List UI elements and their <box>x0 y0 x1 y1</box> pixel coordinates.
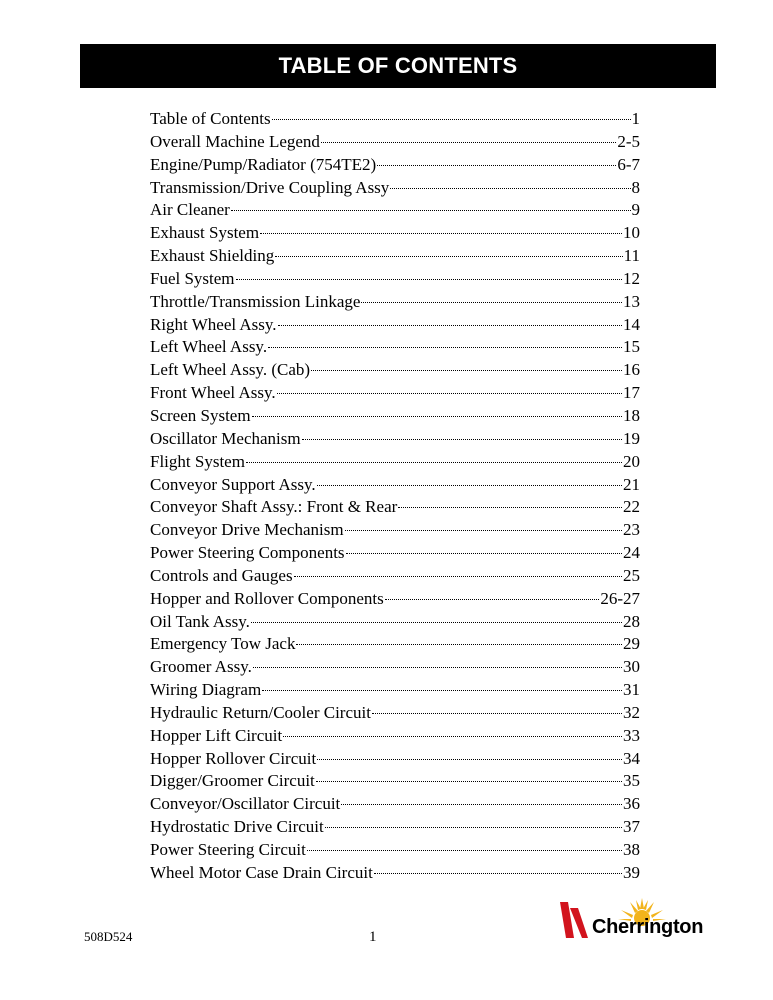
toc-entry-title: Hopper Lift Circuit <box>150 725 283 745</box>
toc-entry <box>150 519 640 542</box>
toc-dot-leader <box>307 850 622 851</box>
toc-dot-leader <box>321 142 616 143</box>
toc-dot-leader <box>302 439 622 440</box>
toc-entry-title: Conveyor Drive Mechanism <box>150 520 344 540</box>
toc-dot-leader <box>246 462 622 463</box>
toc-entry <box>150 474 640 497</box>
toc-entry <box>150 725 640 748</box>
toc-entry <box>150 611 640 634</box>
toc-entry-title: Flight System <box>150 451 245 471</box>
toc-dot-leader <box>317 759 622 760</box>
toc-entry-page: 6-7 <box>617 154 640 174</box>
toc-dot-leader <box>283 736 622 737</box>
toc-dot-leader <box>316 781 622 782</box>
toc-entry-title: Conveyor Support Assy. <box>150 474 316 494</box>
toc-entry <box>150 108 640 131</box>
toc-dot-leader <box>278 325 622 326</box>
toc-entry <box>150 177 640 200</box>
toc-entry-title: Controls and Gauges <box>150 565 293 585</box>
toc-entry-page: 22 <box>623 497 640 517</box>
toc-entry-title: Wheel Motor Case Drain Circuit <box>150 862 373 882</box>
toc-entry-page: 29 <box>623 634 640 654</box>
toc-dot-leader <box>294 576 622 577</box>
toc-entry-page: 21 <box>623 474 640 494</box>
toc-entry-page: 32 <box>623 702 640 722</box>
toc-dot-leader <box>262 690 622 691</box>
toc-dot-leader <box>374 873 622 874</box>
toc-entry <box>150 633 640 656</box>
toc-entry-page: 9 <box>631 200 640 220</box>
toc-entry <box>150 405 640 428</box>
toc-entry-page: 12 <box>623 268 640 288</box>
toc-entry-title: Engine/Pump/Radiator (754TE2) <box>150 154 377 174</box>
toc-entry <box>150 154 640 177</box>
toc-dot-leader <box>346 553 622 554</box>
toc-dot-leader <box>390 188 630 189</box>
toc-entry <box>150 451 640 474</box>
toc-entry <box>150 588 640 611</box>
toc-dot-leader <box>341 804 622 805</box>
toc-entry <box>150 793 640 816</box>
toc-entry-title: Right Wheel Assy. <box>150 314 277 334</box>
toc-entry-title: Conveyor Shaft Assy.: Front & Rear <box>150 497 398 517</box>
toc-entry-page: 20 <box>623 451 640 471</box>
toc-entry-title: Power Steering Components <box>150 543 345 563</box>
toc-dot-leader <box>317 485 622 486</box>
toc-entry-title: Overall Machine Legend <box>150 131 320 151</box>
table-of-contents <box>150 108 640 885</box>
toc-entry <box>150 679 640 702</box>
toc-entry-title: Screen System <box>150 405 251 425</box>
toc-entry <box>150 862 640 885</box>
toc-dot-leader <box>385 599 600 600</box>
page-header-bar <box>80 44 716 88</box>
toc-entry-page: 25 <box>623 565 640 585</box>
toc-entry-page: 37 <box>623 817 640 837</box>
toc-entry-page: 30 <box>623 657 640 677</box>
toc-entry-page: 38 <box>623 840 640 859</box>
toc-dot-leader <box>296 644 622 645</box>
toc-entry-page: 16 <box>623 360 640 380</box>
toc-entry-page: 36 <box>623 794 640 814</box>
toc-entry-title: Throttle/Transmission Linkage <box>150 291 361 311</box>
toc-entry-page: 14 <box>623 314 640 334</box>
toc-dot-leader <box>311 370 622 371</box>
toc-dot-leader <box>398 507 622 508</box>
toc-entry-title: Table of Contents <box>150 109 271 128</box>
toc-dot-leader <box>377 165 616 166</box>
toc-entry <box>150 268 640 291</box>
toc-dot-leader <box>236 279 622 280</box>
toc-entry-title: Left Wheel Assy. (Cab) <box>150 360 311 380</box>
toc-entry-page: 15 <box>623 337 640 357</box>
toc-entry <box>150 199 640 222</box>
toc-dot-leader <box>252 416 622 417</box>
toc-entry <box>150 314 640 337</box>
toc-entry-page: 8 <box>631 177 640 197</box>
toc-dot-leader <box>277 393 622 394</box>
cherrington-logo <box>554 896 714 946</box>
toc-entry-page: 39 <box>623 862 640 882</box>
toc-entry-title: Left Wheel Assy. <box>150 337 268 357</box>
toc-entry-title: Air Cleaner <box>150 200 230 220</box>
toc-entry <box>150 382 640 405</box>
toc-dot-leader <box>325 827 622 828</box>
logo-red-bar-icon <box>560 902 574 938</box>
toc-entry-page: 2-5 <box>617 131 640 151</box>
toc-dot-leader <box>251 622 622 623</box>
page-title: TABLE OF CONTENTS <box>278 53 518 78</box>
toc-entry-title: Oil Tank Assy. <box>150 611 250 631</box>
toc-entry <box>150 770 640 793</box>
toc-entry <box>150 816 640 839</box>
toc-entry <box>150 131 640 154</box>
toc-entry-page: 35 <box>623 771 640 791</box>
document-code: 508D524 <box>84 929 133 944</box>
toc-entry-title: Exhaust System <box>150 223 260 243</box>
page-number: 1 <box>369 929 377 945</box>
toc-entry-page: 13 <box>623 291 640 311</box>
toc-entry-page: 18 <box>623 405 640 425</box>
toc-entry-page: 31 <box>623 680 640 700</box>
toc-entry-title: Oscillator Mechanism <box>150 428 301 448</box>
toc-entry-page: 11 <box>623 246 640 266</box>
toc-dot-leader <box>260 233 622 234</box>
toc-dot-leader <box>272 119 631 120</box>
toc-entry-title: Transmission/Drive Coupling Assy <box>150 177 390 197</box>
toc-entry <box>150 359 640 382</box>
toc-entry-page: 24 <box>623 543 640 563</box>
toc-entry-title: Digger/Groomer Circuit <box>150 771 315 791</box>
toc-entry <box>150 656 640 679</box>
toc-entry-page: 34 <box>623 748 640 768</box>
toc-dot-leader <box>253 667 622 668</box>
toc-entry <box>150 222 640 245</box>
toc-entry-page: 1 <box>631 109 640 128</box>
toc-entry-page: 28 <box>623 611 640 631</box>
toc-entry-page: 33 <box>623 725 640 745</box>
toc-dot-leader <box>345 530 622 531</box>
logo-text: Cherrington <box>592 916 704 938</box>
toc-entry-title: Exhaust Shielding <box>150 246 275 266</box>
toc-dot-leader <box>275 256 622 257</box>
toc-entry <box>150 702 640 725</box>
toc-entry-title: Hydrostatic Drive Circuit <box>150 817 324 837</box>
toc-dot-leader <box>231 210 631 211</box>
toc-entry-title: Hopper Rollover Circuit <box>150 748 317 768</box>
toc-entry-title: Groomer Assy. <box>150 657 252 677</box>
toc-entry <box>150 565 640 588</box>
toc-entry-title: Wiring Diagram <box>150 680 262 700</box>
toc-entry-title: Power Steering Circuit <box>150 840 306 859</box>
toc-entry-page: 19 <box>623 428 640 448</box>
toc-entry-page: 17 <box>623 383 640 403</box>
toc-entry <box>150 748 640 771</box>
toc-entry <box>150 839 640 862</box>
toc-entry-title: Hydraulic Return/Cooler Circuit <box>150 702 371 722</box>
toc-entry <box>150 542 640 565</box>
toc-dot-leader <box>268 347 622 348</box>
toc-entry-page: 10 <box>623 223 640 243</box>
toc-entry-page: 26-27 <box>600 588 640 608</box>
toc-dot-leader <box>372 713 622 714</box>
toc-entry <box>150 496 640 519</box>
toc-entry-title: Conveyor/Oscillator Circuit <box>150 794 341 814</box>
toc-entry <box>150 336 640 359</box>
toc-entry-title: Hopper and Rollover Components <box>150 588 384 608</box>
toc-entry-title: Fuel System <box>150 268 235 288</box>
toc-entry <box>150 291 640 314</box>
toc-entry-page: 23 <box>623 520 640 540</box>
toc-dot-leader <box>361 302 622 303</box>
toc-entry <box>150 245 640 268</box>
toc-entry-title: Emergency Tow Jack <box>150 634 296 654</box>
toc-entry <box>150 428 640 451</box>
toc-entry-title: Front Wheel Assy. <box>150 383 276 403</box>
